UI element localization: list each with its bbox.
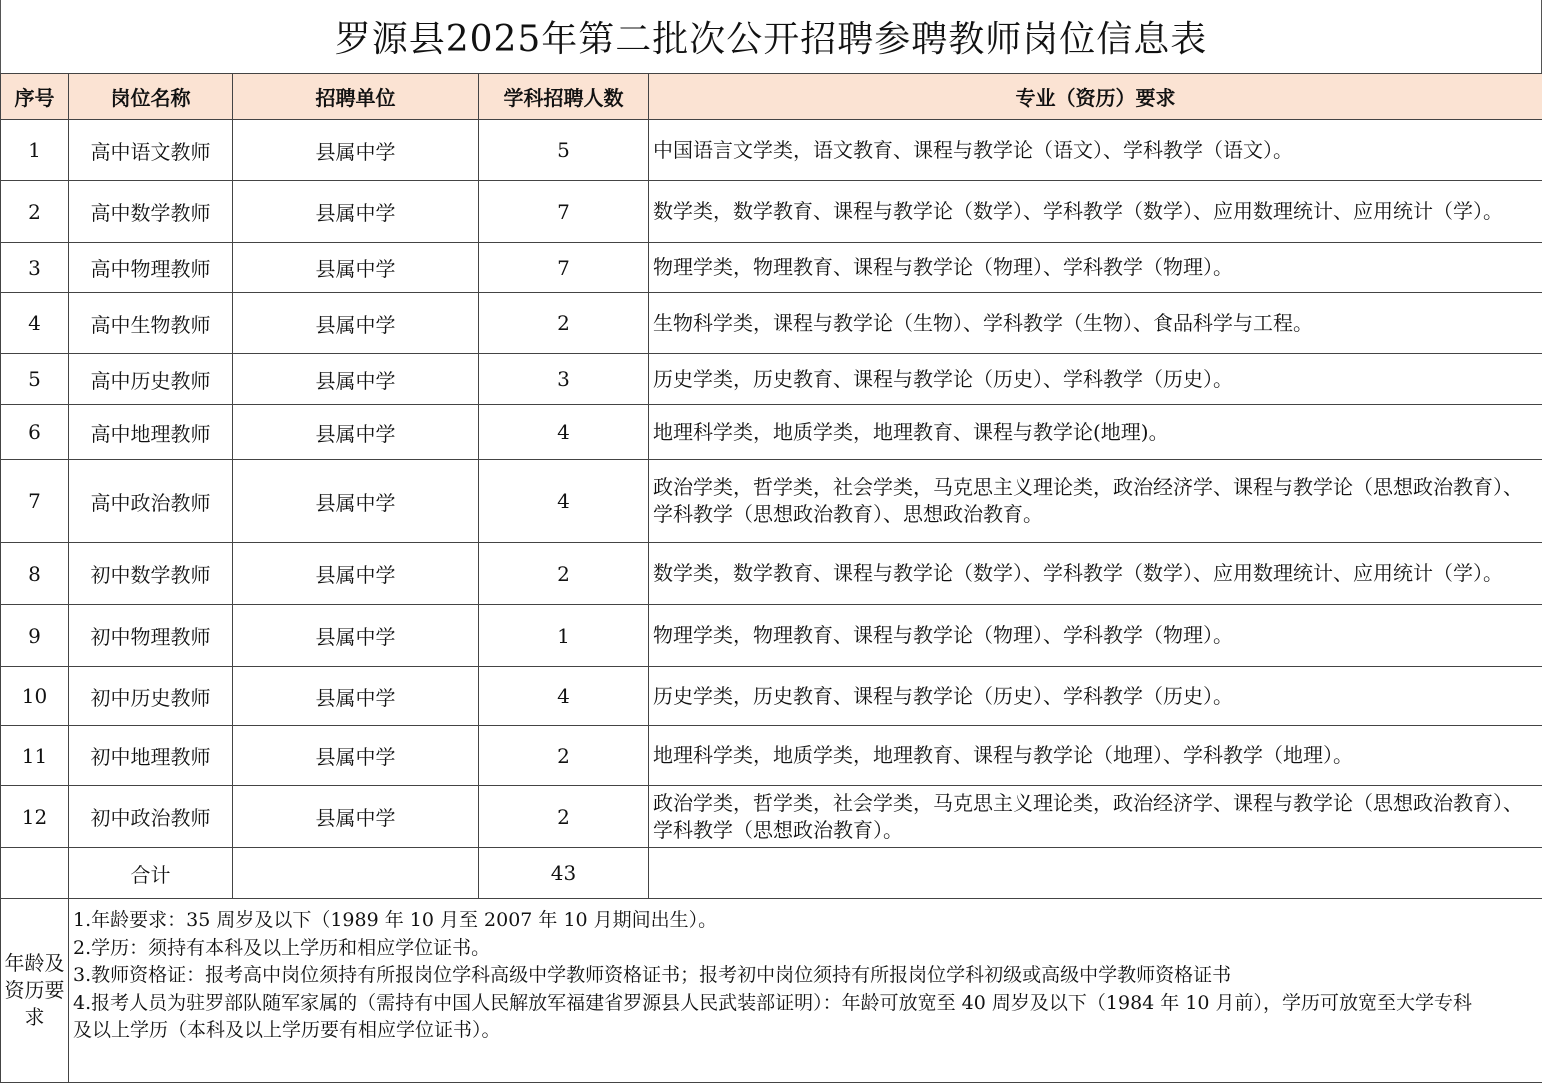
- total-requirement-cell: [649, 848, 1542, 899]
- cell-unit: 县属中学: [233, 243, 479, 293]
- cell-position: 高中地理教师: [69, 405, 233, 460]
- cell-position: 初中政治教师: [69, 786, 233, 848]
- cell-unit: 县属中学: [233, 120, 479, 181]
- cell-count: 4: [479, 460, 649, 543]
- notes-label: 年龄及资历要求: [1, 899, 69, 1083]
- page-title: 罗源县2025年第二批次公开招聘参聘教师岗位信息表: [0, 0, 1542, 73]
- cell-position: 初中历史教师: [69, 667, 233, 726]
- header-requirement: 专业（资历）要求: [649, 74, 1542, 120]
- cell-requirement: 物理学类，物理教育、课程与教学论（物理）、学科教学（物理）。: [649, 243, 1542, 293]
- cell-position: 高中政治教师: [69, 460, 233, 543]
- table-row: [1, 543, 1542, 605]
- cell-count: 4: [479, 405, 649, 460]
- cell-count: 7: [479, 243, 649, 293]
- cell-position: 高中语文教师: [69, 120, 233, 181]
- cell-seq: 11: [1, 726, 69, 786]
- notes-row: [1, 899, 1542, 1083]
- cell-count: 1: [479, 605, 649, 667]
- cell-seq: 4: [1, 293, 69, 354]
- cell-requirement: 物理学类，物理教育、课程与教学论（物理）、学科教学（物理）。: [649, 605, 1542, 667]
- cell-requirement: 政治学类，哲学类，社会学类，马克思主义理论类，政治经济学、课程与教学论（思想政治教育）、学科教学（思想政治教育）。: [649, 786, 1542, 848]
- header-position: 岗位名称: [69, 74, 233, 120]
- notes-content: [69, 899, 1542, 1083]
- cell-count: 5: [479, 120, 649, 181]
- note-item: 4.报考人员为驻罗部队随军家属的（需持有中国人民解放军福建省罗源县人民武装部证明）：年龄可放宽至 40 周岁及以下（1984 年 10 月前），学历可放宽至大学专科: [73, 990, 1534, 1018]
- cell-seq: 6: [1, 405, 69, 460]
- note-item: 及以上学历（本科及以上学历要有相应学位证书）。: [73, 1017, 1534, 1045]
- header-seq: 序号: [1, 74, 69, 120]
- cell-unit: 县属中学: [233, 726, 479, 786]
- cell-unit: 县属中学: [233, 605, 479, 667]
- cell-count: 2: [479, 726, 649, 786]
- table-header-row: [1, 74, 1542, 120]
- cell-position: 高中数学教师: [69, 181, 233, 243]
- note-item: 1.年龄要求：35 周岁及以下（1989 年 10 月至 2007 年 10 月期间出生）。: [73, 907, 1534, 935]
- cell-requirement: 历史学类，历史教育、课程与教学论（历史）、学科教学（历史）。: [649, 354, 1542, 405]
- header-unit: 招聘单位: [233, 74, 479, 120]
- table-row: [1, 667, 1542, 726]
- cell-requirement: 政治学类，哲学类，社会学类，马克思主义理论类，政治经济学、课程与教学论（思想政治教育）、学科教学（思想政治教育）、思想政治教育。: [649, 460, 1542, 543]
- cell-requirement: 数学类，数学教育、课程与教学论（数学）、学科教学（数学）、应用数理统计、应用统计（学）。: [649, 181, 1542, 243]
- cell-position: 高中物理教师: [69, 243, 233, 293]
- cell-unit: 县属中学: [233, 405, 479, 460]
- cell-seq: 8: [1, 543, 69, 605]
- note-item: 2.学历：须持有本科及以上学历和相应学位证书。: [73, 935, 1534, 963]
- table-row: [1, 354, 1542, 405]
- cell-position: 初中数学教师: [69, 543, 233, 605]
- table-row: [1, 181, 1542, 243]
- cell-seq: 5: [1, 354, 69, 405]
- cell-requirement: 地理科学类，地质学类，地理教育、课程与教学论(地理)。: [649, 405, 1542, 460]
- note-item: 3.教师资格证：报考高中岗位须持有所报岗位学科高级中学教师资格证书；报考初中岗位须持有所报岗位学科初级或高级中学教师资格证书: [73, 962, 1534, 990]
- cell-seq: 2: [1, 181, 69, 243]
- cell-count: 4: [479, 667, 649, 726]
- total-label: 合计: [69, 848, 233, 899]
- recruitment-table: [0, 73, 1542, 1083]
- cell-requirement: 中国语言文学类，语文教育、课程与教学论（语文）、学科教学（语文）。: [649, 120, 1542, 181]
- cell-requirement: 生物科学类，课程与教学论（生物）、学科教学（生物）、食品科学与工程。: [649, 293, 1542, 354]
- cell-unit: 县属中学: [233, 543, 479, 605]
- cell-count: 2: [479, 786, 649, 848]
- total-row: [1, 848, 1542, 899]
- cell-position: 初中地理教师: [69, 726, 233, 786]
- cell-seq: 10: [1, 667, 69, 726]
- cell-unit: 县属中学: [233, 786, 479, 848]
- cell-count: 2: [479, 293, 649, 354]
- cell-count: 3: [479, 354, 649, 405]
- cell-requirement: 历史学类，历史教育、课程与教学论（历史）、学科教学（历史）。: [649, 667, 1542, 726]
- table-row: [1, 405, 1542, 460]
- cell-seq: 9: [1, 605, 69, 667]
- cell-count: 2: [479, 543, 649, 605]
- table-row: [1, 293, 1542, 354]
- total-unit-cell: [233, 848, 479, 899]
- cell-count: 7: [479, 181, 649, 243]
- cell-requirement: 地理科学类，地质学类，地理教育、课程与教学论（地理）、学科教学（地理）。: [649, 726, 1542, 786]
- cell-seq: 7: [1, 460, 69, 543]
- cell-unit: 县属中学: [233, 667, 479, 726]
- cell-seq: 1: [1, 120, 69, 181]
- cell-position: 高中历史教师: [69, 354, 233, 405]
- table-row: [1, 605, 1542, 667]
- table-row: [1, 460, 1542, 543]
- cell-unit: 县属中学: [233, 354, 479, 405]
- cell-unit: 县属中学: [233, 460, 479, 543]
- cell-unit: 县属中学: [233, 181, 479, 243]
- total-count: 43: [479, 848, 649, 899]
- cell-position: 高中生物教师: [69, 293, 233, 354]
- cell-unit: 县属中学: [233, 293, 479, 354]
- table-row: [1, 786, 1542, 848]
- table-row: [1, 243, 1542, 293]
- table-row: [1, 726, 1542, 786]
- header-count: 学科招聘人数: [479, 74, 649, 120]
- table-row: [1, 120, 1542, 181]
- cell-seq: 3: [1, 243, 69, 293]
- cell-seq: 12: [1, 786, 69, 848]
- cell-requirement: 数学类，数学教育、课程与教学论（数学）、学科教学（数学）、应用数理统计、应用统计（学）。: [649, 543, 1542, 605]
- cell-position: 初中物理教师: [69, 605, 233, 667]
- total-seq-cell: [1, 848, 69, 899]
